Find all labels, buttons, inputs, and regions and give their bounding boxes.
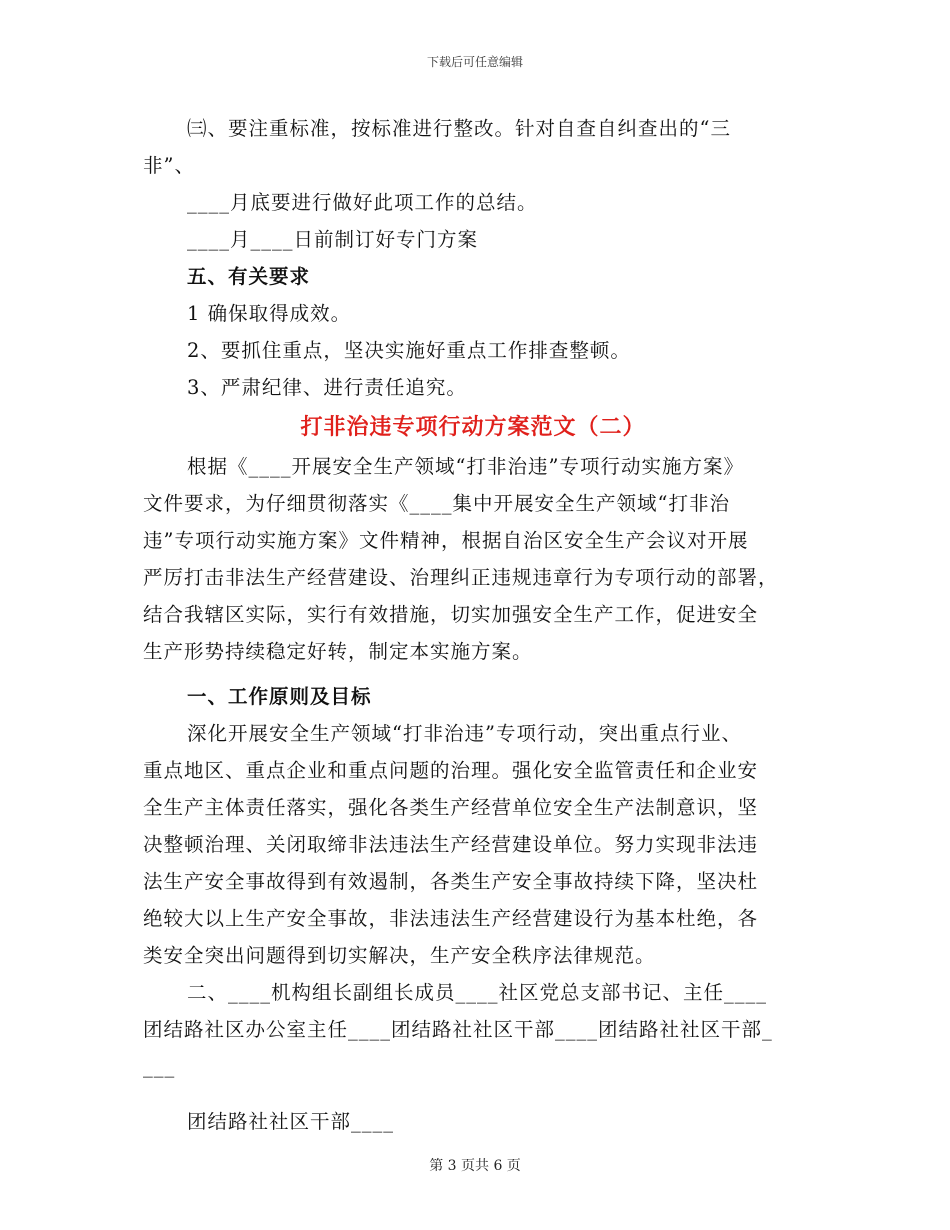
paragraph-line: 深化开展安全生产领域“打非治违”专项行动，突出重点行业、 xyxy=(187,722,742,745)
paragraph-line: ____月底要进行做好此项工作的总结。 xyxy=(187,191,538,214)
page-header: 下载后可任意编辑 xyxy=(426,55,523,69)
paragraph-line: 类安全突出问题得到切实解决，生产安全秩序法律规范。 xyxy=(143,944,656,967)
paragraph-line: ㈢、要注重标准，按标准进行整改。针对自查自纠查出的“三 xyxy=(187,117,731,140)
paragraph-line: 文件要求，为仔细贯彻落实《____集中开展安全生产领域“打非治 xyxy=(143,492,730,515)
paragraph-line: 根据《____开展安全生产领域“打非治违”专项行动实施方案》 xyxy=(187,455,744,478)
paragraph-line: 团结路社社区干部____ xyxy=(187,1110,395,1133)
paragraph-line: 团结路社区办公室主任____团结路社社区干部____团结路社社区干部_ xyxy=(143,1018,773,1041)
document-body xyxy=(143,110,803,1140)
paragraph-line: 1 确保取得成效。 xyxy=(187,302,352,325)
paragraph-line: 3、严肃纪律、进行责任追究。 xyxy=(187,376,467,399)
paragraph-line: 全生产主体责任落实，强化各类生产经营单位安全生产法制意识，坚 xyxy=(143,796,759,819)
paragraph-line: 违”专项行动实施方案》文件精神，根据自治区安全生产会议对开展 xyxy=(143,529,749,552)
paragraph-line: ____月____日前制订好专门方案 xyxy=(187,228,479,251)
document-title: 打非治违专项行动方案范文（二） xyxy=(300,414,646,440)
paragraph-line: 严厉打击非法生产经营建设、治理纠正违规违章行为专项行动的部署， xyxy=(143,566,779,589)
paragraph-line: 结合我辖区实际，实行有效措施，切实加强安全生产工作，促进安全 xyxy=(143,603,759,626)
section-heading: 五、有关要求 xyxy=(187,265,311,288)
paragraph-line: ___ xyxy=(143,1055,176,1078)
paragraph-line: 生产形势持续稳定好转，制定本实施方案。 xyxy=(143,640,533,663)
page-footer: 第 3 页共 6 页 xyxy=(429,1158,521,1174)
section-heading: 一、工作原则及目标 xyxy=(187,685,372,708)
paragraph-line: 法生产安全事故得到有效遏制，各类生产安全事故持续下降，坚决杜 xyxy=(143,870,759,893)
paragraph-line: 二、____机构组长副组长成员____社区党总支部书记、主任____ xyxy=(187,981,768,1004)
paragraph-line: 非”、 xyxy=(143,154,195,177)
paragraph-line: 重点地区、重点企业和重点问题的治理。强化安全监管责任和企业安 xyxy=(143,759,759,782)
paragraph-line: 2、要抓住重点，坚决实施好重点工作排查整顿。 xyxy=(187,339,631,362)
paragraph-line: 决整顿治理、关闭取缔非法违法生产经营建设单位。努力实现非法违 xyxy=(143,833,759,856)
paragraph-line: 绝较大以上生产安全事故，非法违法生产经营建设行为基本杜绝，各 xyxy=(143,907,759,930)
